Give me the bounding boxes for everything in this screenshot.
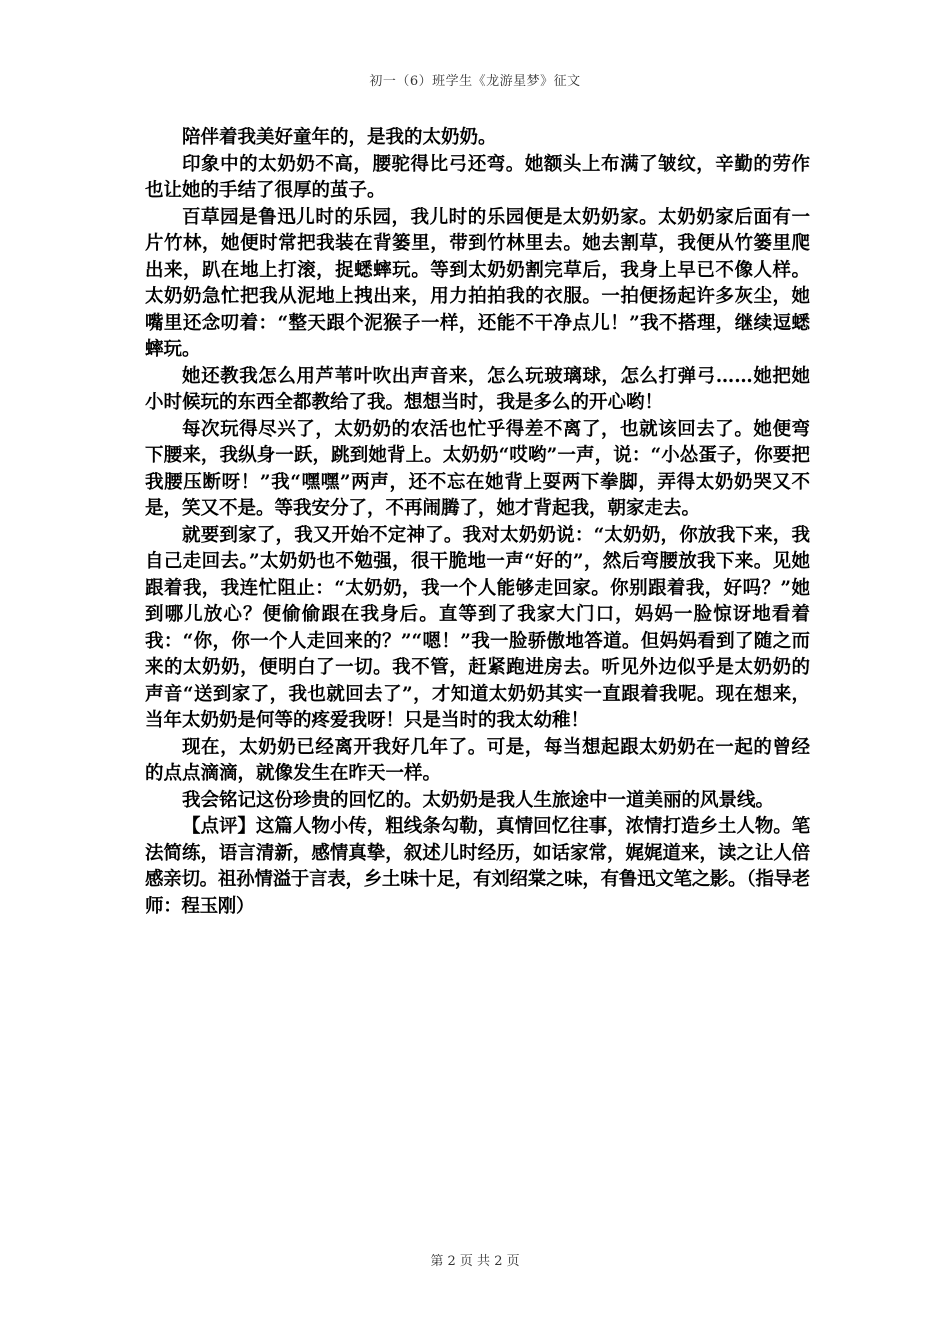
paragraph: 就要到家了，我又开始不定神了。我对太奶奶说：“太奶奶，你放我下来，我自己走回去。”太奶奶也不勉强，很干脆地一声“好的”，然后弯腰放我下来。见她跟着我，我连忙阻止：“太奶奶，我一个人能够走回家。你别跟着我，好吗？”她到哪儿放心？便偷偷跟在我身后。直等到了我家大门口，妈妈一脸惊讶地看着我：“你，你一个人走回来的？”“嗯！”我一脸骄傲地答道。但妈妈看到了随之而来的太奶奶，便明白了一切。我不管，赶紧跑进房去。听见外边似乎是太奶奶的声音“送到家了，我也就回去了”，才知道太奶奶其实一直跟着我呢。现在想来，当年太奶奶是何等的疼爱我呀！只是当时的我太幼稚！ (145, 524, 810, 731)
essay-body (145, 125, 810, 920)
paragraph: 陪伴着我美好童年的，是我的太奶奶。 (182, 127, 497, 148)
paragraph: 百草园是鲁迅儿时的乐园，我儿时的乐园便是太奶奶家。太奶奶家后面有一片竹林，她便时常把我装在背篓里，带到竹林里去。她去割草，我便从竹篓里爬出来，趴在地上打滚，捉蟋蟀玩。等到太奶奶割完草后，我身上早已不像人样。太奶奶急忙把我从泥地上拽出来，用力拍拍我的衣服。一拍便扬起许多灰尘，她嘴里还念叨着：“整天跟个泥猴子一样，还能不干净点儿！”我不搭理，继续逗蟋蟀玩。 (145, 206, 810, 360)
paragraph: 我会铭记这份珍贵的回忆的。太奶奶是我人生旅途中一道美丽的风景线。 (182, 789, 775, 811)
paragraph: 每次玩得尽兴了，太奶奶的农活也忙乎得差不离了，也就该回去了。她便弯下腰来，我纵身一跃，跳到她背上。太奶奶“哎哟”一声，说：“小怂蛋子，你要把我腰压断呀！”我“嘿嘿”两声，还不忘在她背上耍两下拳脚，弄得太奶奶哭又不是，笑又不是。等我安分了，不再闹腾了，她才背起我，朝家走去。 (145, 418, 810, 519)
paragraph: 现在，太奶奶已经离开我好几年了。可是，每当想起跟太奶奶在一起的曾经的点点滴滴，就像发生在昨天一样。 (145, 736, 810, 784)
page-footer: 第 2 页 共 2 页 (430, 1254, 520, 1269)
page-header: 初一（6）班学生《龙游星梦》征文 (369, 74, 581, 89)
paragraph: 印象中的太奶奶不高，腰驼得比弓还弯。她额头上布满了皱纹，辛勤的劳作也让她的手结了很厚的茧子。 (145, 153, 810, 201)
paragraph: 她还教我怎么用芦苇叶吹出声音来，怎么玩玻璃球，怎么打弹弓……她把她小时候玩的东西全都教给了我。想想当时，我是多么的开心哟！ (145, 365, 810, 413)
teacher-comment: 【点评】这篇人物小传，粗线条勾勒，真情回忆往事，浓情打造乡土人物。笔法简练，语言清新，感情真挚，叙述儿时经历，如话家常，娓娓道来，读之让人倍感亲切。祖孙情溢于言表，乡土味十足，有刘绍棠之味，有鲁迅文笔之影。（指导老师：程玉刚） (145, 816, 810, 917)
